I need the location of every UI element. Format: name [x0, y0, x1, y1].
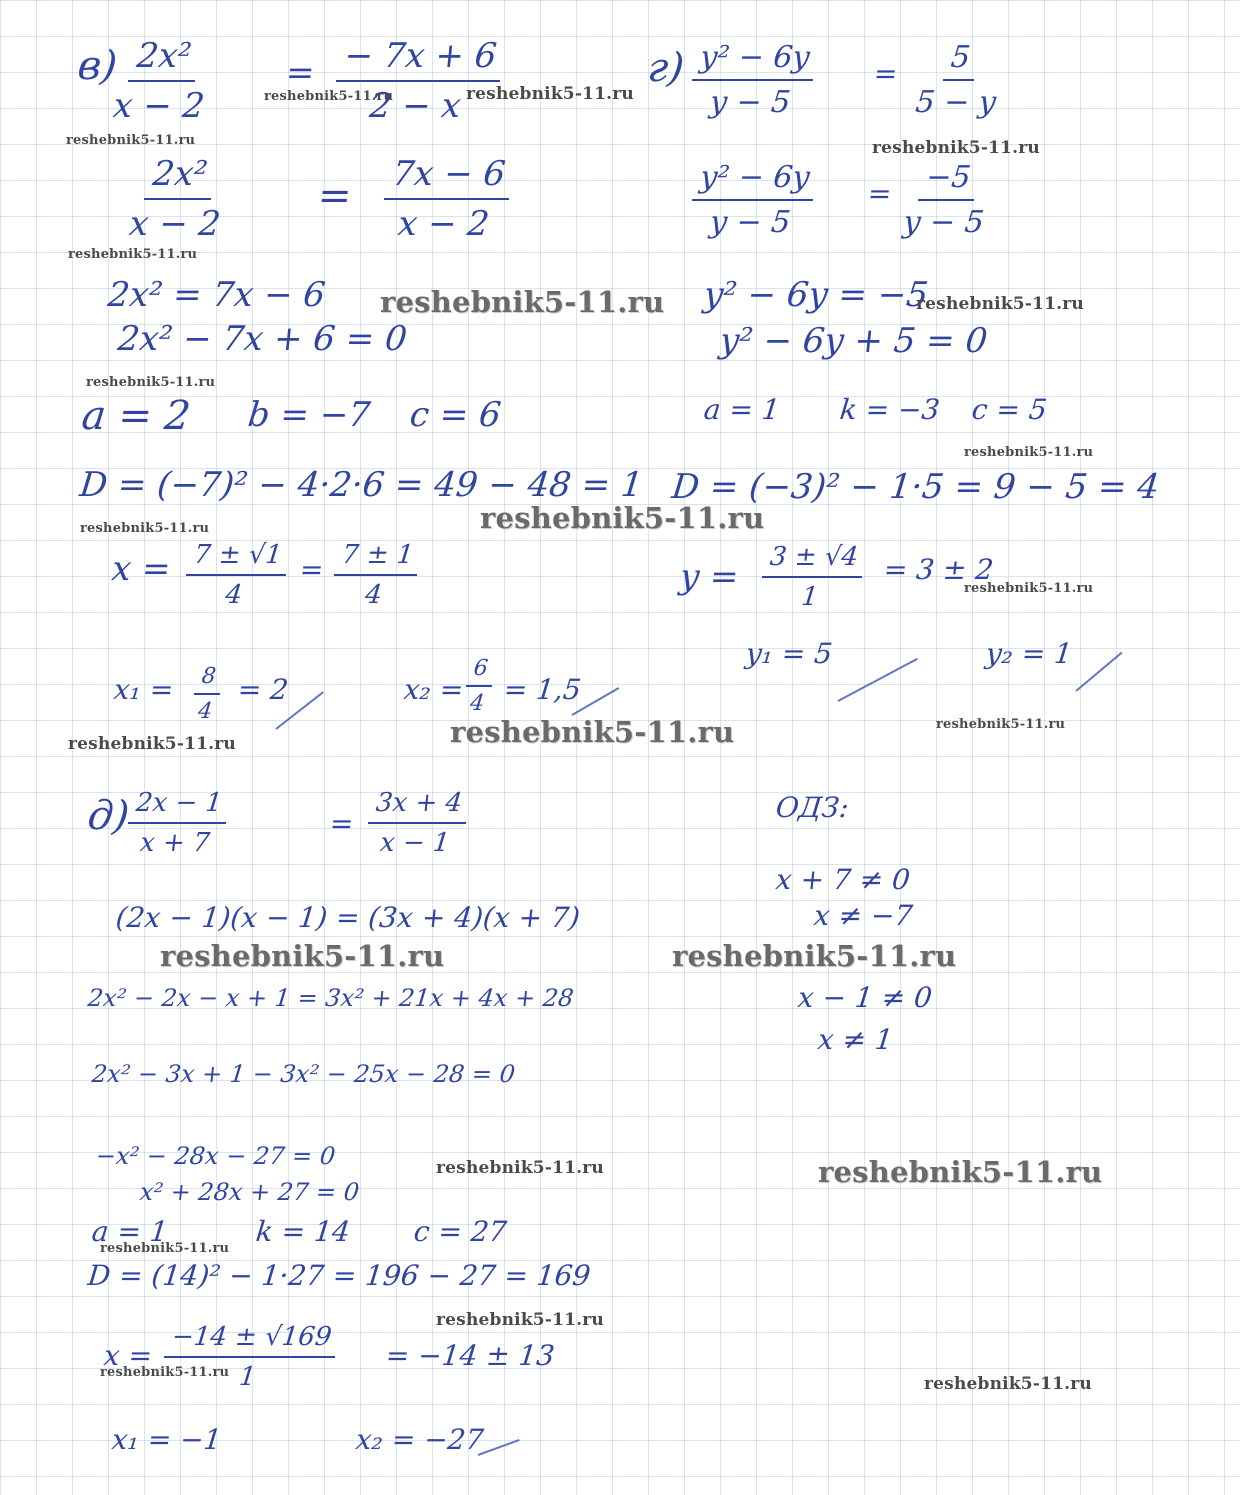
fraction-numerator: y² − 6y: [692, 40, 818, 81]
check-mark: [1075, 652, 1122, 692]
task-d-odz-3: x − 1 ≠ 0: [796, 981, 934, 1014]
fraction-numerator: 2x − 1: [128, 788, 230, 824]
task-d-eq1-equals: =: [328, 807, 356, 840]
watermark: reshebnik5-11.ru: [436, 1310, 604, 1330]
fraction-numerator: − 7x + 6: [336, 36, 505, 82]
fraction-numerator: 7 ± 1: [334, 540, 421, 576]
fraction-numerator: 5: [942, 40, 977, 81]
task-d-eq1-left-fraction: [124, 788, 229, 858]
task-v-coef-c: c = 6: [407, 395, 503, 435]
watermark: reshebnik5-11.ru: [964, 445, 1094, 460]
fraction-numerator: −5: [918, 160, 979, 201]
fraction-numerator: 7 ± √1: [186, 540, 290, 576]
fraction-denominator: x + 7: [138, 828, 212, 858]
watermark: reshebnik5-11.ru: [264, 89, 394, 104]
task-v-eq2-equals: =: [315, 173, 354, 219]
fraction-numerator: 6: [466, 656, 495, 687]
fraction-numerator: 8: [194, 664, 223, 695]
fraction-denominator: 4: [363, 580, 384, 610]
task-v-x1-label: x₁ =: [112, 673, 176, 706]
fraction-denominator: 1: [800, 582, 820, 612]
fraction-denominator: 4: [196, 699, 214, 724]
watermark: reshebnik5-11.ru: [100, 1241, 230, 1256]
task-d-root-fraction: [160, 1322, 339, 1392]
task-v-x2-label: x₂ =: [402, 673, 466, 706]
task-d-odz-1: x + 7 ≠ 0: [774, 863, 912, 896]
watermark: reshebnik5-11.ru: [936, 717, 1066, 732]
watermark: reshebnik5-11.ru: [450, 715, 735, 749]
task-v-coef-a: a = 2: [79, 393, 193, 439]
task-d-odz-title: ОДЗ:: [774, 791, 851, 824]
task-g-coef-a: a = 1: [702, 393, 782, 426]
task-d-root-value: = −14 ± 13: [384, 1339, 557, 1372]
task-d-coef-a: a = 1: [90, 1215, 170, 1248]
watermark: reshebnik5-11.ru: [100, 1365, 230, 1380]
task-d-line5: −x² − 28x − 27 = 0: [94, 1142, 337, 1170]
watermark: reshebnik5-11.ru: [818, 1155, 1103, 1189]
fraction-denominator: 1: [237, 1362, 258, 1392]
task-v-root-fraction-1: [182, 540, 289, 610]
fraction-numerator: 3x + 4: [368, 788, 470, 824]
task-g-label: г): [645, 45, 687, 91]
watermark: reshebnik5-11.ru: [380, 285, 665, 319]
fraction-denominator: x − 2: [396, 204, 492, 244]
task-g-y1: y₁ = 5: [744, 637, 834, 670]
watermark: reshebnik5-11.ru: [872, 138, 1040, 158]
fraction-denominator: y − 5: [901, 205, 986, 240]
watermark: reshebnik5-11.ru: [160, 939, 445, 973]
watermark: reshebnik5-11.ru: [480, 501, 765, 535]
task-v-coef-b: b = −7: [245, 395, 373, 435]
fraction-denominator: 4: [224, 580, 244, 610]
watermark: reshebnik5-11.ru: [436, 1158, 604, 1178]
watermark: reshebnik5-11.ru: [66, 133, 196, 148]
check-mark: [838, 658, 918, 702]
task-d-x1: x₁ = −1: [110, 1423, 224, 1456]
task-v-label: в): [75, 43, 120, 89]
task-g-eq1-equals: =: [872, 57, 900, 90]
task-g-eq2-right-fraction: [896, 160, 997, 240]
task-d-x2: x₂ = −27: [354, 1423, 486, 1456]
task-v-discriminant: D = (−7)² − 4·2·6 = 49 − 48 = 1: [77, 465, 645, 505]
task-d-eq1-right-fraction: [364, 788, 469, 858]
watermark: reshebnik5-11.ru: [68, 734, 236, 754]
task-g-eq2-left-fraction: [688, 160, 818, 240]
task-d-line6: x² + 28x + 27 = 0: [138, 1178, 361, 1206]
fraction-numerator: y² − 6y: [692, 160, 818, 201]
watermark: reshebnik5-11.ru: [964, 581, 1094, 596]
task-g-root-value: = 3 ± 2: [882, 553, 996, 586]
task-g-eq2-equals: =: [866, 177, 894, 210]
task-d-line3: 2x² − 2x − x + 1 = 3x² + 21x + 4x + 28: [86, 984, 575, 1012]
watermark: reshebnik5-11.ru: [80, 521, 210, 536]
task-v-root-x: x =: [109, 549, 173, 589]
task-v-x1-fraction: [191, 664, 223, 724]
task-g-coef-k: k = −3: [838, 393, 942, 426]
task-g-root-y: y =: [677, 557, 741, 597]
watermark: reshebnik5-11.ru: [924, 1374, 1092, 1394]
task-g-discriminant: D = (−3)² − 1·5 = 9 − 5 = 4: [669, 467, 1162, 507]
check-mark: [478, 1439, 520, 1456]
fraction-denominator: x − 2: [111, 86, 207, 126]
task-d-root-x: x =: [102, 1339, 154, 1372]
task-g-root-fraction: [758, 542, 865, 612]
watermark: reshebnik5-11.ru: [672, 939, 957, 973]
watermark: reshebnik5-11.ru: [68, 247, 198, 262]
task-g-line3: y² − 6y = −5: [701, 275, 931, 315]
fraction-denominator: x − 1: [378, 828, 452, 858]
task-v-root-fraction-2: [330, 540, 421, 610]
fraction-numerator: 3 ± √4: [762, 542, 866, 578]
task-d-coef-c: c = 27: [412, 1215, 509, 1248]
task-g-eq1-left-fraction: [688, 40, 818, 120]
fraction-denominator: 4: [468, 691, 486, 716]
fraction-denominator: 2 − x: [367, 86, 463, 126]
task-g-eq1-right-fraction: [908, 40, 1009, 120]
task-v-line4: 2x² − 7x + 6 = 0: [115, 319, 409, 359]
task-g-y2: y₂ = 1: [984, 637, 1074, 670]
task-d-coef-k: k = 14: [254, 1215, 352, 1248]
watermark: reshebnik5-11.ru: [86, 375, 216, 390]
fraction-numerator: −14 ± √169: [164, 1322, 339, 1358]
task-v-eq1-right-fraction: [331, 36, 504, 126]
task-v-eq2-right-fraction: [379, 154, 513, 244]
task-d-line4: 2x² − 3x + 1 − 3x² − 25x − 28 = 0: [90, 1060, 517, 1088]
task-v-eq2-left-fraction: [121, 154, 233, 244]
task-v-x1-value: = 2: [236, 673, 290, 706]
watermark: reshebnik5-11.ru: [916, 294, 1084, 314]
watermark: reshebnik5-11.ru: [466, 84, 634, 104]
task-v-line3: 2x² = 7x − 6: [105, 275, 328, 315]
task-d-odz-4: x ≠ 1: [816, 1023, 895, 1056]
task-g-coef-c: c = 5: [970, 393, 1049, 426]
fraction-numerator: 2x²: [144, 154, 215, 200]
task-v-x2-fraction: [463, 656, 495, 716]
task-v-eq1-equals: =: [283, 53, 317, 93]
task-d-label: д): [85, 793, 132, 839]
fraction-denominator: 5 − y: [913, 85, 998, 120]
task-v-x2-value: = 1,5: [502, 673, 583, 706]
task-d-line2: (2x − 1)(x − 1) = (3x + 4)(x + 7): [114, 901, 582, 934]
task-v-eq1-left-fraction: [105, 36, 217, 126]
fraction-numerator: 2x²: [128, 36, 199, 82]
task-v-root-equals: =: [298, 553, 326, 586]
fraction-numerator: 7x − 6: [384, 154, 513, 200]
fraction-denominator: y − 5: [708, 85, 793, 120]
task-g-line4: y² − 6y + 5 = 0: [717, 321, 990, 361]
task-d-odz-2: x ≠ −7: [812, 899, 915, 932]
fraction-denominator: x − 2: [127, 204, 223, 244]
fraction-denominator: y − 5: [708, 205, 793, 240]
task-d-discriminant: D = (14)² − 1·27 = 196 − 27 = 169: [86, 1259, 593, 1292]
